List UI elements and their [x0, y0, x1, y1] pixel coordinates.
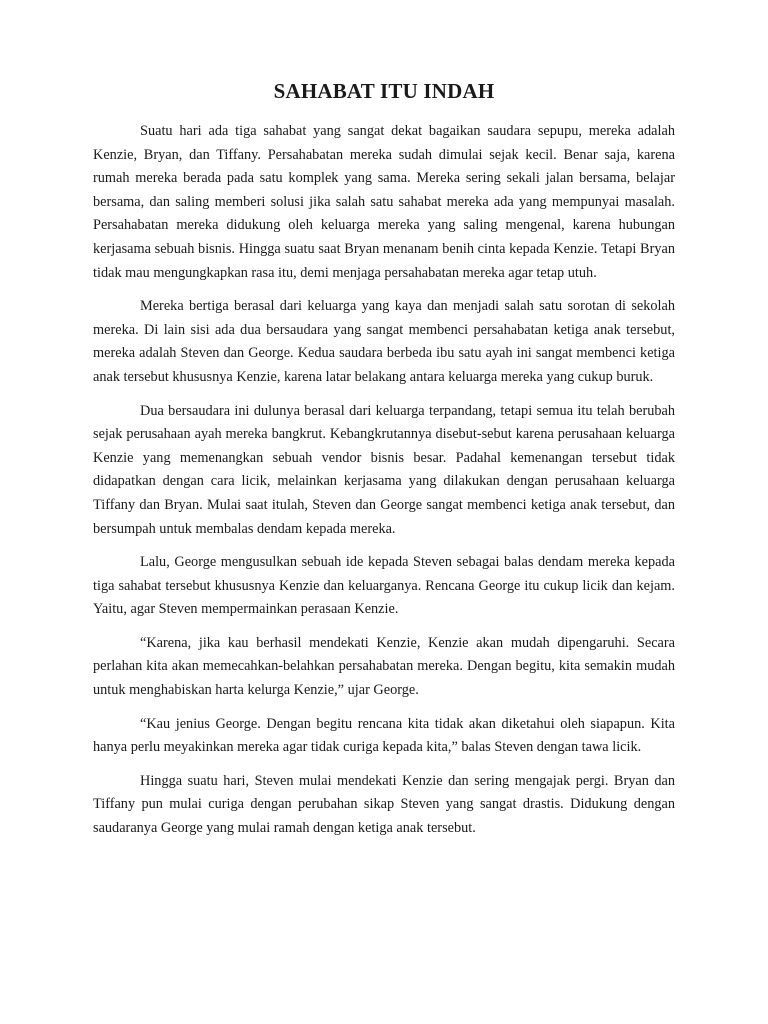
paragraph-2: Mereka bertiga berasal dari keluarga yang kaya dan menjadi salah satu sorotan di sekolah mereka. Di lain sisi ada dua bersaudara yang sangat membenci persahabatan ketiga anak tersebut, mereka adalah Steven dan George. Kedua saudara berbeda ibu satu ayah ini sangat membenci ketiga anak tersebut khususnya Kenzie, karena latar belakang antara keluarga mereka yang cukup buruk. [93, 298, 675, 385]
paragraph-5: “Karena, jika kau berhasil mendekati Kenzie, Kenzie akan mudah dipengaruhi. Secara perlahan kita akan memecahkan-belahkan persahabatan mereka. Dengan begitu, kita semakin mudah untuk menghabiskan harta kelurga Kenzie,” ujar George. [93, 634, 675, 699]
paragraph-7: Hingga suatu hari, Steven mulai mendekati Kenzie dan sering mengajak pergi. Bryan dan Tiffany pun mulai curiga dengan perubahan sikap Steven yang sangat drastis. Didukung dengan saudaranya George yang mulai ramah dengan ketiga anak tersebut. [93, 772, 675, 837]
paragraph-6: “Kau jenius George. Dengan begitu rencana kita tidak akan diketahui oleh siapapun. Kita hanya perlu meyakinkan mereka agar tidak curiga kepada kita,” balas Steven dengan tawa licik. [93, 715, 675, 756]
paragraph-3: Dua bersaudara ini dulunya berasal dari keluarga terpandang, tetapi semua itu telah berubah sejak perusahaan ayah mereka bangkrut. Kebangkrutannya disebut-sebut karena perusahaan keluarga Kenzie yang memenangkan sebuah vendor bisnis besar. Padahal kemenangan tersebut tidak didapatkan dengan cara licik, melainkan kerjasama yang dilakukan dengan perusahaan keluarga Tiffany dan Bryan. Mulai saat itulah, Steven dan George sangat membenci ketiga anak tersebut, dan bersumpah untuk membalas dendam kepada mereka. [93, 402, 675, 537]
page-title: SAHABAT ITU INDAH [273, 79, 495, 103]
story-body [93, 120, 675, 851]
paragraph-1: Suatu hari ada tiga sahabat yang sangat dekat bagaikan saudara sepupu, mereka adalah Kenzie, Bryan, dan Tiffany. Persahabatan mereka sudah dimulai sejak kecil. Benar saja, karena rumah mereka berada pada satu komplek yang sama. Mereka sering sekali jalan bersama, belajar bersama, dan saling memberi solusi jika salah satu sahabat mereka ada yang mempunyai masalah. Persahabatan mereka didukung oleh keluarga mereka yang saling mengenal, karena hubungan kerjasama sebuah bisnis. Hingga suatu saat Bryan menanam benih cinta kepada Kenzie. Tetapi Bryan tidak mau mengungkapkan rasa itu, demi menjaga persahabatan mereka agar tetap utuh. [93, 123, 675, 281]
paragraph-4: Lalu, George mengusulkan sebuah ide kepada Steven sebagai balas dendam mereka kepada tiga sahabat tersebut khususnya Kenzie dan keluarganya. Rencana George itu cukup licik dan kejam. Yaitu, agar Steven mempermainkan perasaan Kenzie. [93, 554, 675, 618]
